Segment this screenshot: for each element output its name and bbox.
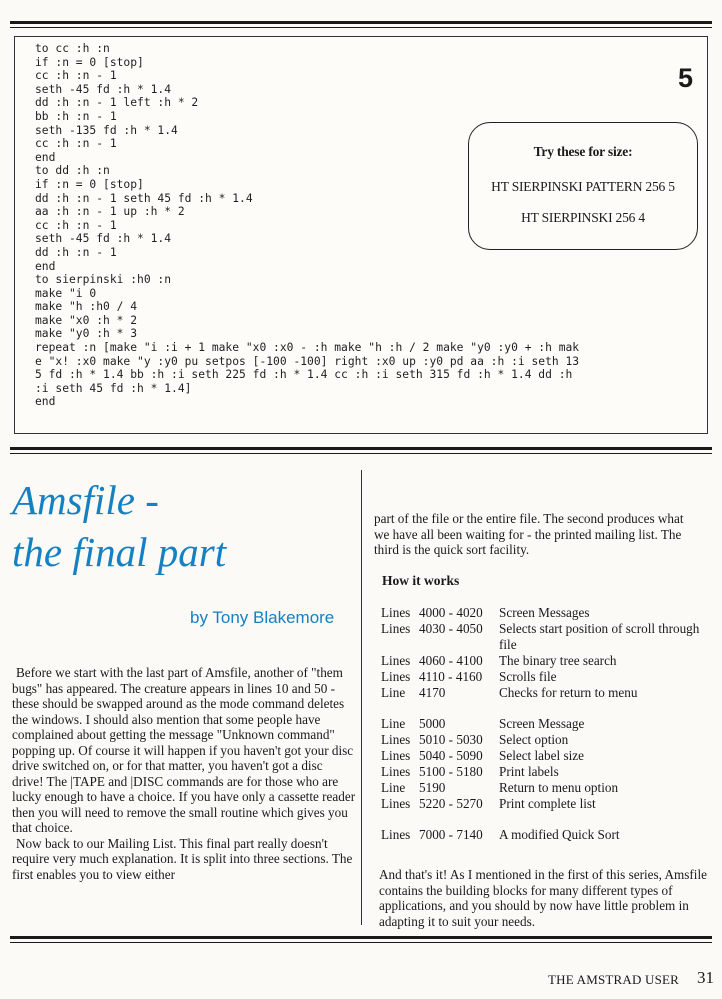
- paragraph-1: Before we start with the last part of Amsfile, another of "them bugs" has appeared. The creature appears in lines 10 and 50 - these should be swapped around as the mode command deletes the windows. I should also mention that some people have complained about getting the message "Unknown command" popping up. Of course it will happen if you haven't got your disc drive switched on, or for that matter, you haven't got a disc drive! The |TAPE and |DISC commands are for those who are lucky enough to have a choice. If you have only a cassette reader then you will need to remove the small routine which gives you that choice.: [12, 665, 356, 835]
- listing-page-tab: 5: [677, 63, 693, 93]
- line-range: 4110 - 4160: [419, 669, 483, 684]
- line-description: Checks for return to menu: [499, 685, 638, 700]
- line-range: 4170: [419, 685, 446, 700]
- line-range: 5190: [419, 780, 446, 795]
- headline-line-1: Amsfile -: [12, 477, 159, 523]
- line-description: Print complete list: [499, 796, 596, 811]
- bottom-rule-thin: [10, 942, 712, 943]
- table-row: [381, 764, 701, 780]
- headline-line-2: the final part: [12, 529, 227, 575]
- article-byline: by Tony Blakemore: [190, 608, 335, 627]
- table-row: [381, 780, 701, 796]
- line-word: Lines: [381, 796, 411, 811]
- line-description: Return to menu option: [499, 780, 619, 795]
- table-row: [381, 796, 701, 812]
- top-rule-thick: [10, 21, 712, 24]
- line-range: 4060 - 4100: [419, 653, 483, 668]
- line-range: 5000: [419, 716, 446, 731]
- line-word: Lines: [381, 669, 411, 684]
- line-range: 5220 - 5270: [419, 796, 483, 811]
- line-description: The binary tree search: [499, 653, 617, 668]
- left-column: [12, 665, 356, 882]
- tip-command-1: HT SIERPINSKI PATTERN 256 5: [491, 179, 675, 194]
- line-range: 5010 - 5030: [419, 732, 483, 747]
- table-row: [381, 748, 701, 764]
- line-description: Screen Message: [499, 716, 585, 731]
- table-row: [381, 827, 701, 843]
- table-row: [381, 621, 701, 653]
- table-row: [381, 732, 701, 748]
- line-range: 5100 - 5180: [419, 764, 483, 779]
- line-range: 4030 - 4050: [419, 621, 483, 636]
- table-row: [381, 716, 701, 732]
- line-range: 7000 - 7140: [419, 827, 483, 842]
- logo-code-listing: to cc :h :n if :n = 0 [stop] cc :h :n - 1 seth -45 fd :h * 1.4 dd :h :n - 1 left :h * 2 bb :h :n - 1 seth -135 fd :h * 1.4 cc :h :n - 1 end to dd :h :n if :n = 0 [stop] dd :h :n - 1 seth 45 fd :h * 1.4 aa :h :n - 1 up :h * 2 cc :h :n - 1 seth -45 fd :h * 1.4 dd :h :n - 1 end to sierpinski :h0 :n make "i 0 make "h :h0 / 4 make "x0 :h * 2 make "y0 :h * 3 repeat :n [make "i :i + 1 make "x0 :x0 - :h make "h :h / 2 make "y0 :y0 + :h mak e "x! :x0 make "y :y0 pu setpos [-100 -100] right :x0 up :y0 pd aa :h :i seth 13 5 fd :h * 1.4 bb :h :i seth 225 fd :h * 1.4 cc :h :i seth 315 fd :h * 1.4 dd :h :i seth 45 fd :h * 1.4] end: [35, 42, 580, 409]
- line-word: Lines: [381, 732, 411, 747]
- column-divider: [361, 470, 362, 925]
- line-description: Scrolls file: [499, 669, 557, 684]
- paragraph-2: Now back to our Mailing List. This final part really doesn't require very much explanation. It is split into three sections. The first enables you to view either: [12, 835, 353, 882]
- table-row: [381, 685, 701, 701]
- line-reference-table: [381, 605, 701, 843]
- line-word: Lines: [381, 653, 411, 668]
- line-description: Select label size: [499, 748, 584, 763]
- line-word: Lines: [381, 748, 411, 763]
- section-rule-thin: [10, 453, 712, 454]
- page-number: 31: [697, 968, 714, 987]
- bottom-rule-thick: [10, 936, 712, 939]
- line-word: Lines: [381, 621, 411, 636]
- line-word: Lines: [381, 827, 411, 842]
- how-it-works-heading: How it works: [382, 573, 460, 588]
- paragraph-3: part of the file or the entire file. The second produces what we have all been waiting for - the printed mailing list. The third is the quick sort facility.: [374, 511, 684, 557]
- top-rule-thin: [10, 27, 712, 28]
- table-spacer: [381, 812, 701, 827]
- publication-name: THE AMSTRAD USER: [548, 972, 680, 987]
- tip-title: Try these for size:: [533, 144, 633, 159]
- article-headline: [12, 474, 226, 578]
- table-spacer: [381, 701, 701, 716]
- paragraph-4: And that's it! As I mentioned in the first of this series, Amsfile contains the building blocks for many different types of applications, and you should by now have little problem in adapting it to suit your needs.: [379, 867, 707, 929]
- line-word: Line: [381, 780, 406, 795]
- table-row: [381, 653, 701, 669]
- line-word: Lines: [381, 764, 411, 779]
- line-description: Screen Messages: [499, 605, 590, 620]
- line-word: Line: [381, 685, 406, 700]
- line-description: A modified Quick Sort: [499, 827, 620, 842]
- tip-command-2: HT SIERPINSKI 256 4: [521, 210, 645, 225]
- line-description: Select option: [499, 732, 569, 747]
- line-description: Selects start position of scroll through file: [499, 621, 700, 652]
- line-word: Line: [381, 716, 406, 731]
- table-row: [381, 605, 701, 621]
- line-word: Lines: [381, 605, 411, 620]
- section-rule-thick: [10, 447, 712, 450]
- table-row: [381, 669, 701, 685]
- line-range: 4000 - 4020: [419, 605, 483, 620]
- line-range: 5040 - 5090: [419, 748, 483, 763]
- line-description: Print labels: [499, 764, 559, 779]
- program-listing-box: [14, 36, 708, 434]
- tip-callout-box: [468, 122, 698, 250]
